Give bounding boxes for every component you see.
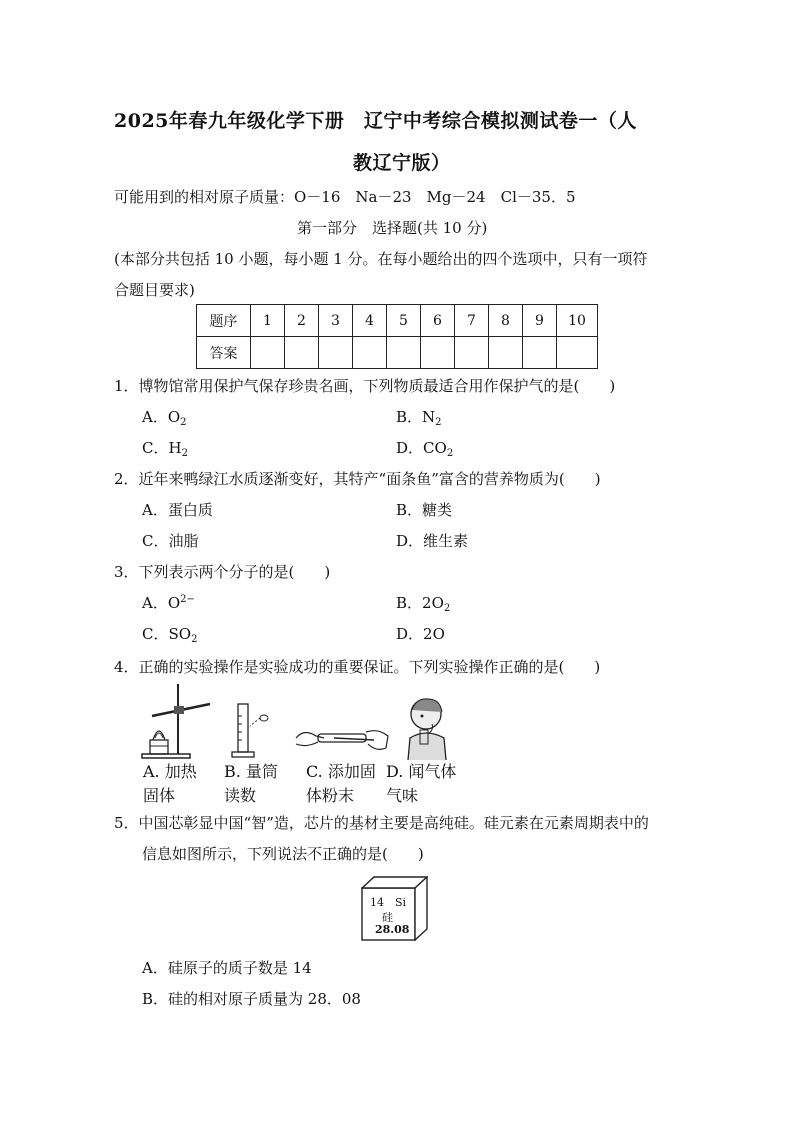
table-number-cell: 7 [455, 305, 489, 337]
cylinder-reading-figure [226, 700, 280, 760]
answer-cell[interactable] [319, 337, 353, 369]
q1-option-a [142, 406, 187, 428]
q1-stem: 1．博物馆常用保护气保存珍贵名画，下列物质最适合用作保护气的是( ) [114, 377, 616, 395]
q1-c-label: C． [142, 439, 169, 457]
table-number-cell: 5 [387, 305, 421, 337]
q1-a-formula: O [167, 408, 181, 426]
q3-a-superscript: 2− [180, 594, 195, 605]
add-powder-figure [294, 718, 390, 758]
q1-a-subscript: 2 [180, 417, 187, 428]
q3-b-formula: 2O [422, 594, 444, 612]
q1-d-label: D． [396, 439, 424, 457]
q1-option-c [142, 437, 188, 459]
table-number-cell: 1 [251, 305, 285, 337]
part1-heading: 第一部分 选择题(共 10 分) [297, 219, 488, 237]
q3-b-label: B． [396, 594, 423, 612]
heating-solid-figure [140, 682, 216, 760]
table-number-cell: 9 [523, 305, 557, 337]
q1-b-label: B． [396, 408, 423, 426]
table-header-tixu: 题序 [197, 305, 251, 337]
q1-c-subscript: 2 [181, 448, 188, 459]
q4-c-line2: 体粉末 [306, 786, 355, 805]
q4-c-line1: C. 添加固 [306, 762, 376, 781]
answer-cell[interactable] [523, 337, 557, 369]
q1-option-d [396, 437, 453, 459]
q1-b-formula: N [422, 408, 436, 426]
answer-cell[interactable] [387, 337, 421, 369]
part1-instructions-line1: (本部分共包括 10 小题，每小题 1 分。在每小题给出的四个选项中，只有一项符 [114, 250, 648, 268]
table-number-cell: 10 [557, 305, 598, 337]
q3-option-b [396, 592, 450, 614]
q3-b-subscript: 2 [443, 603, 451, 614]
answer-cell[interactable] [557, 337, 598, 369]
answer-table [196, 304, 598, 369]
q2-option-a: A．蛋白质 [142, 501, 213, 519]
q4-caption-b [224, 760, 278, 808]
q3-option-d: D．2O [396, 625, 445, 643]
element-symbol: Si [395, 896, 407, 909]
q3-c-subscript: 2 [191, 634, 198, 645]
q3-option-c [142, 623, 197, 645]
element-atomic-mass: 28.08 [375, 923, 410, 936]
q1-d-subscript: 2 [446, 448, 454, 459]
element-atomic-number: 14 [370, 896, 384, 909]
table-number-cell: 4 [353, 305, 387, 337]
table-header-answer: 答案 [197, 337, 251, 369]
q4-caption-c [306, 760, 376, 808]
atomic-masses: 可能用到的相对原子质量：O－16 Na－23 Mg－24 Cl－35．5 [114, 188, 576, 206]
answer-table-answer-row [197, 337, 598, 369]
q4-caption-a [143, 760, 197, 808]
q4-caption-d [386, 760, 456, 808]
q3-option-a [142, 592, 195, 613]
answer-cell[interactable] [251, 337, 285, 369]
q3-c-formula: SO [168, 625, 192, 643]
q2-stem: 2．近年来鸭绿江水质逐渐变好，其特产“面条鱼”富含的营养物质为( ) [114, 470, 601, 488]
doc-title-line2: 教辽宁版） [353, 152, 451, 174]
q5-option-b: B．硅的相对原子质量为 28．08 [142, 990, 361, 1008]
table-number-cell: 3 [319, 305, 353, 337]
q4-b-line1: B. 量筒 [224, 762, 278, 781]
q1-option-b [396, 406, 442, 428]
q3-stem: 3．下列表示两个分子的是( ) [114, 563, 331, 581]
q4-d-line1: D. 闻气体 [386, 762, 457, 781]
q3-c-label: C． [142, 625, 169, 643]
answer-cell[interactable] [353, 337, 387, 369]
q4-a-line2: 固体 [143, 786, 176, 805]
smell-gas-figure [402, 694, 450, 760]
q4-stem: 4．正确的实验操作是实验成功的重要保证。下列实验操作正确的是( ) [114, 658, 601, 676]
element-name: 硅 [382, 911, 393, 924]
doc-title-line1: 2025年春九年级化学下册 辽宁中考综合模拟测试卷一（人 [114, 110, 637, 132]
answer-cell[interactable] [421, 337, 455, 369]
q5-stem-line2: 信息如图所示，下列说法不正确的是( ) [142, 845, 424, 863]
answer-cell[interactable] [285, 337, 319, 369]
q1-d-formula: CO [423, 439, 447, 457]
answer-table-number-row [197, 305, 598, 337]
q4-d-line2: 气味 [386, 786, 419, 805]
answer-cell[interactable] [455, 337, 489, 369]
part1-instructions-line2: 合题目要求) [114, 281, 195, 299]
q4-b-line2: 读数 [224, 786, 257, 805]
q2-option-c: C．油脂 [142, 532, 199, 550]
table-number-cell: 6 [421, 305, 455, 337]
table-number-cell: 8 [489, 305, 523, 337]
silicon-element-cell [361, 876, 428, 941]
q5-stem-line1: 5．中国芯彰显中国“智”造，芯片的基材主要是高纯硅。硅元素在元素周期表中的 [114, 814, 649, 832]
table-number-cell: 2 [285, 305, 319, 337]
q2-option-d: D．维生素 [396, 532, 469, 550]
answer-cell[interactable] [489, 337, 523, 369]
q5-option-a: A．硅原子的质子数是 14 [142, 959, 312, 977]
q1-a-label: A． [142, 408, 168, 426]
q3-a-formula: O [167, 594, 181, 612]
q2-option-b: B．糖类 [396, 501, 453, 519]
q1-c-formula: H [168, 439, 182, 457]
q1-b-subscript: 2 [435, 417, 442, 428]
q3-a-label: A． [142, 594, 168, 612]
q4-a-line1: A. 加热 [143, 762, 197, 781]
